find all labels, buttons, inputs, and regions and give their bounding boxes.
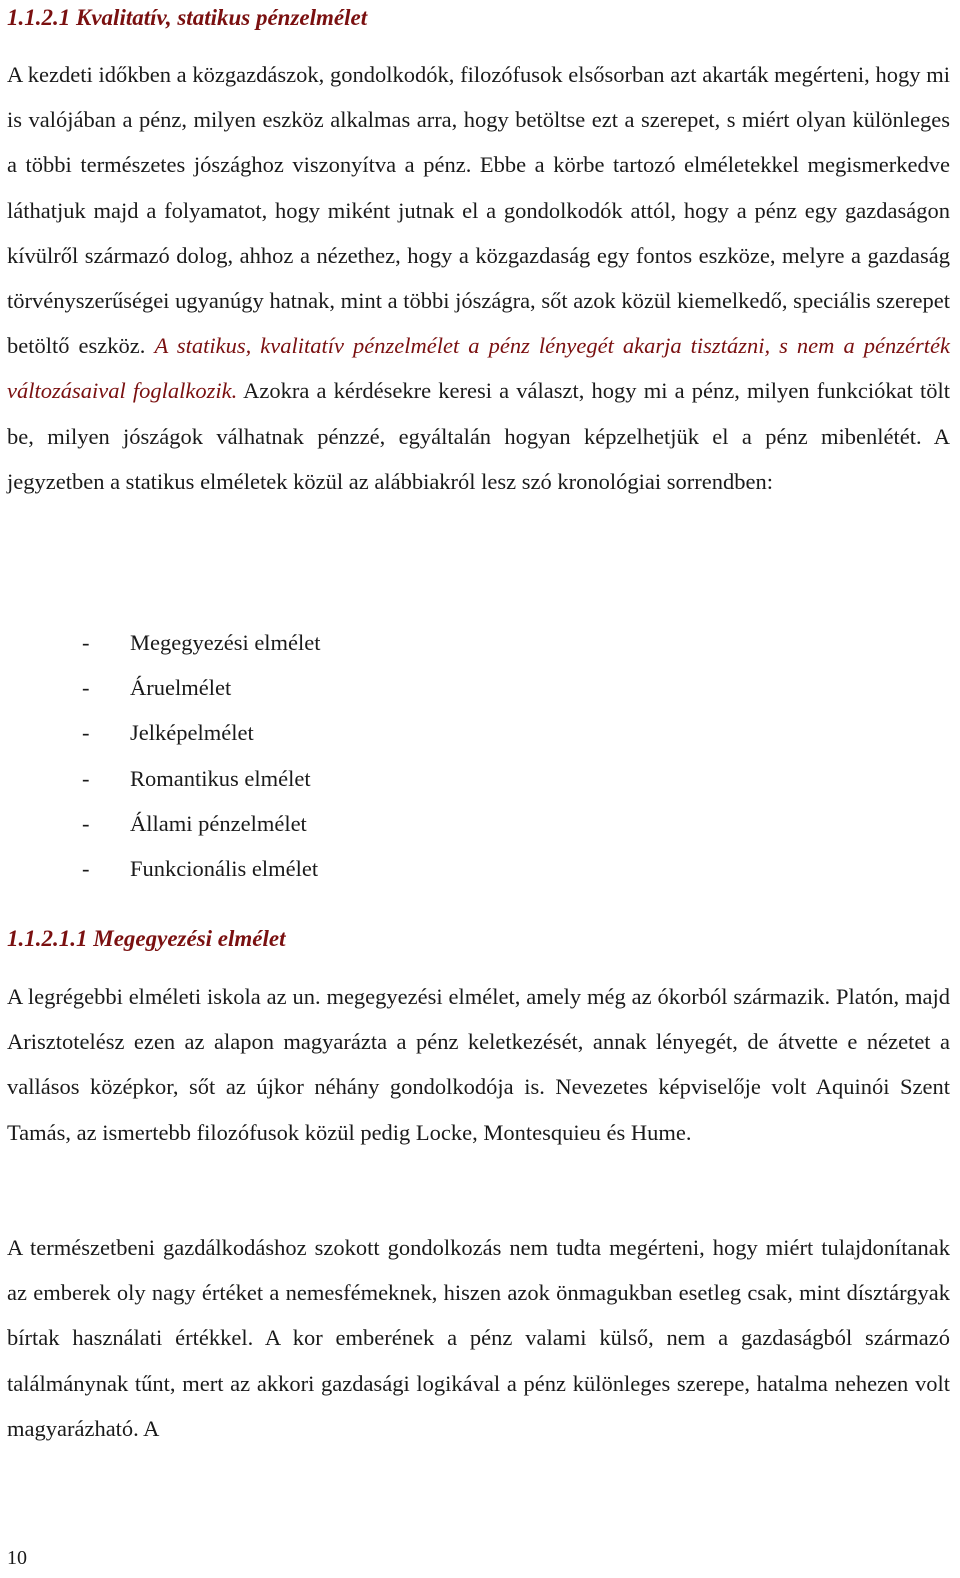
list-item — [82, 665, 321, 710]
paragraph-3: A természetbeni gazdálkodáshoz szokott gondolkozás nem tudta megérteni, hogy miért tulajdonítanak az emberek oly nagy értéket a nemesfémeknek, hiszen azok önmagukban esetleg csak, mint dísztárgyak bírtak használati értékkel. A kor emberének a pénz valami külső, nem a gazdaságból származó találmánynak tűnt, mert az akkori gazdasági logikával a pénz különleges szerepe, hatalma nehezen volt magyarázható. A — [7, 1235, 950, 1441]
list-item-label: Áruelmélet — [130, 675, 232, 701]
subsection-heading: 1.1.2.1.1 Megegyezési elmélet — [7, 926, 286, 951]
list-item-label: Funkcionális elmélet — [130, 856, 319, 882]
intro-text-after: Azokra a kérdésekre keresi a választ, hogy mi a pénz, milyen funkciókat tölt be, milyen jószágok válhatnak pénzzé, egyáltalán hogyan képzelhetjük el a pénz mibenlétét. A jegyzetben a statikus elméletek közül az alábbiakról lesz szó kronológiai sorrendben: — [7, 378, 951, 494]
list-item-label: Romantikus elmélet — [130, 765, 311, 791]
page-number: 10 — [7, 1547, 27, 1569]
list-bullet: - — [82, 765, 90, 791]
list-item — [82, 846, 321, 891]
list-item — [82, 756, 321, 801]
section-heading: 1.1.2.1 Kvalitatív, statikus pénzelmélet — [7, 5, 368, 30]
list-item — [82, 801, 321, 846]
list-item-label: Megegyezési elmélet — [130, 630, 321, 655]
intro-paragraph — [7, 52, 950, 504]
list-bullet: - — [82, 630, 90, 655]
list-bullet: - — [82, 810, 90, 836]
list-item — [82, 620, 321, 665]
paragraph-2: A legrégebbi elméleti iskola az un. megegyezési elmélet, amely még az ókorból származik. Platón, majd Arisztotelész ezen az alapon magyarázta a pénz keletkezését, annak lényegét, de átvette e nézetet a vallásos középkor, sőt az újkor néhány gondolkodója is. Nevezetes képviselője volt Aquinói Szent Tamás, az ismertebb filozófusok közül pedig Locke, Montesquieu és Hume. — [7, 984, 950, 1145]
list-item — [82, 710, 321, 755]
list-bullet: - — [82, 856, 90, 882]
list-bullet: - — [82, 720, 90, 746]
list-item-label: Állami pénzelmélet — [130, 810, 307, 836]
intro-text-before: A kezdeti időkben a közgazdászok, gondolkodók, filozófusok elsősorban azt akarták megérteni, hogy mi is valójában a pénz, milyen eszköz alkalmas arra, hogy betöltse ezt a szerepet, s miért olyan különleges a többi természetes jószághoz viszonyítva a pénz. Ebbe a körbe tartozó elméletekkel megismerkedve láthatjuk majd a folyamatot, hogy miként jutnak el a gondolkodók attól, hogy a pénz egy gazdaságon kívülről származó dolog, ahhoz a nézethez, hogy a közgazdaság egy fontos eszköze, melyre a gazdaság törvényszerűségei ugyanúgy hatnak, mint a többi jószágra, sőt azok közül kiemelkedő, speciális szerepet betöltő eszköz. — [7, 62, 950, 359]
list-bullet: - — [82, 675, 90, 701]
theory-list — [82, 620, 321, 891]
list-item-label: Jelképelmélet — [130, 720, 254, 746]
intro-emphasis: A statikus, kvalitatív pénzelmélet a pénz lényegét akarja tisztázni, s nem a pénzérték változásaival foglalkozik. — [7, 333, 950, 404]
